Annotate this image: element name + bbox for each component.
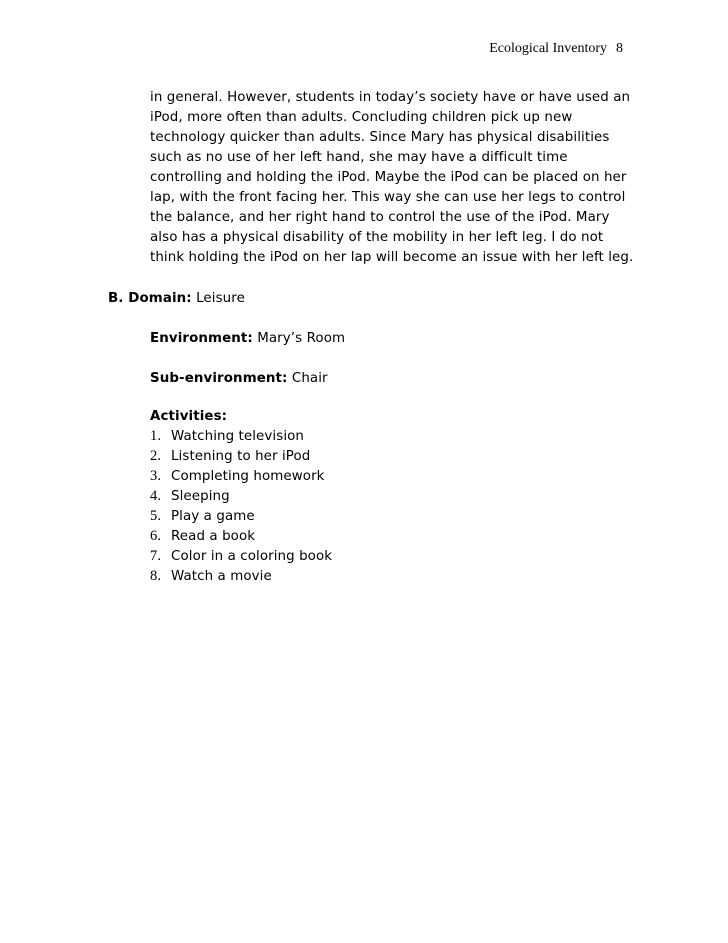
- paragraph-line: such as no use of her left hand, she may have a difficult time: [150, 150, 568, 165]
- paragraph-line: the balance, and her right hand to control the use of the iPod. Mary: [150, 210, 610, 225]
- item-text: Listening to her iPod: [171, 449, 311, 464]
- list-item: [150, 546, 332, 566]
- list-item: [150, 426, 332, 446]
- list-item: [150, 486, 332, 506]
- item-number: 5.: [150, 508, 162, 524]
- paragraph-line: iPod, more often than adults. Concluding children pick up new: [150, 110, 573, 125]
- activities-list: [150, 426, 332, 586]
- list-item: [150, 566, 332, 586]
- item-text: Read a book: [171, 529, 256, 544]
- paragraph-line: in general. However, students in today’s society have or have used an: [150, 90, 631, 105]
- item-text: Play a game: [171, 509, 255, 524]
- list-item: [150, 466, 332, 486]
- item-number: 1.: [150, 428, 162, 444]
- sub-environment-line: [150, 369, 328, 389]
- domain-label: B. Domain:: [108, 291, 192, 306]
- item-number: 6.: [150, 528, 162, 544]
- running-header: [489, 40, 623, 58]
- sub-environment-value: Chair: [291, 371, 328, 386]
- list-item: [150, 526, 332, 546]
- item-number: 8.: [150, 568, 162, 584]
- environment-value: Mary’s Room: [257, 331, 346, 346]
- paragraph-line: lap, with the front facing her. This way she can use her legs to control: [150, 190, 626, 205]
- list-item: [150, 446, 332, 466]
- item-text: Sleeping: [171, 489, 230, 504]
- item-number: 4.: [150, 488, 162, 504]
- item-number: 3.: [150, 468, 162, 484]
- item-text: Watching television: [171, 429, 305, 444]
- list-item: [150, 506, 332, 526]
- activities-heading: Activities:: [150, 409, 228, 424]
- page-number: 8: [616, 41, 623, 56]
- paragraph-line: controlling and holding the iPod. Maybe the iPod can be placed on her: [150, 170, 627, 185]
- running-title: Ecological Inventory: [489, 41, 607, 56]
- item-text: Watch a movie: [171, 569, 272, 584]
- item-text: Color in a coloring book: [171, 549, 333, 564]
- domain-heading: [108, 289, 245, 309]
- item-number: 2.: [150, 448, 162, 464]
- environment-line: [150, 329, 345, 349]
- environment-label: Environment:: [150, 331, 253, 346]
- paragraph-line: technology quicker than adults. Since Mary has physical disabilities: [150, 130, 610, 145]
- sub-environment-label: Sub-environment:: [150, 371, 288, 386]
- paragraph-line: also has a physical disability of the mobility in her left leg. I do not: [150, 230, 604, 245]
- domain-value: Leisure: [196, 291, 245, 306]
- item-number: 7.: [150, 548, 162, 564]
- item-text: Completing homework: [171, 469, 325, 484]
- body-paragraph: [150, 88, 634, 268]
- paragraph-line: think holding the iPod on her lap will become an issue with her left leg.: [150, 250, 634, 265]
